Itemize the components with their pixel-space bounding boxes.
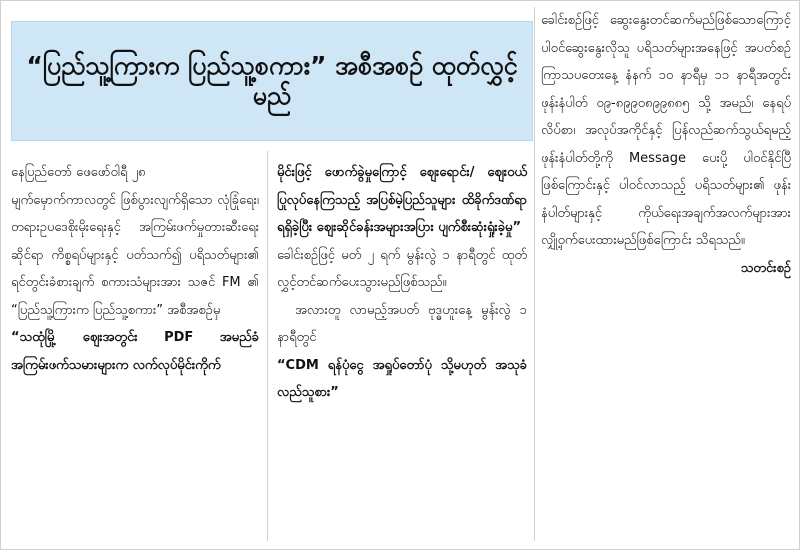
quoted-topic-continued: မိုင်းဖြင့် ဖောက်ခွဲမှုကြောင့် စျေးရောင်း/ စျေးဝယ်ပြုလုပ်နေကြသည့် အပြစ်မဲ့ပြည်သူများ ထိခိုက်ဒဏ်ရာရရှိခဲ့ပြီး စျေးဆိုင်ခန်းအများအပြား ပျက်စီးဆုံးရှုံးခဲ့မှု”: [277, 165, 527, 235]
column-divider: [267, 151, 268, 541]
body-paragraph: အလားတူ လာမည့်အပတ် ဗုဒ္ဓဟူးနေ့ မွန်းလွဲ ၁ နာရီတွင်: [277, 302, 527, 345]
headline-banner: [11, 21, 533, 141]
dateline: နေပြည်တော် ဖေဖော်ဝါရီ ၂၈: [11, 165, 146, 180]
quoted-topic: “သထုံမြို့ စျေးအတွင်း PDF အမည်ခံ အကြမ်းဖက်သမားများက လက်လုပ်မိုင်းကိုက်: [11, 330, 259, 373]
article-column-2: [277, 159, 527, 407]
article-column-1: [11, 159, 259, 379]
body-paragraph: ခေါင်းစဉ်ဖြင့် မတ် ၂ ရက် မွန်းလွဲ ၁ နာရီတွင် ထုတ်လွှင့်တင်ဆက်ပေးသွားမည်ဖြစ်သည်။: [277, 247, 527, 290]
headline: “ပြည်သူ့ကြားက ပြည်သူ့စကား” အစီအစဉ် ထုတ်လွှင့်မည်: [26, 51, 518, 110]
byline: သတင်းစဉ်: [740, 260, 791, 276]
body-paragraph: ခေါင်းစဉ်ဖြင့် ဆွေးနွေးတင်ဆက်မည်ဖြစ်သောကြောင့် ပါဝင်ဆွေးနွေးလိုသူ ပရိသတ်များအနေဖြင့် အပတ်စဉ် ကြာသပတေးနေ့ နံနက် ၁၀ နာရီမှ ၁၁ နာရီအတွင်း ဖုန်းနံပါတ် ၀၉-၈၉၉၀၈၉၉၈၈၅ သို့ အမည်၊ နေရပ်လိပ်စာ၊ အလုပ်အကိုင်နှင့် ပြန်လည်ဆက်သွယ်ရမည့် ဖုန်းနံပါတ်တို့ကို Message ပေးပို့ ပါဝင်နိုင်ပြီဖြစ်ကြောင်းနှင့် ပါဝင်လာသည့် ပရိသတ်များ၏ ဖုန်းနံပါတ်များနှင့် ကိုယ်ရေးအချက်အလက်များအား လျှို့ဝှက်ပေးထားမည်ဖြစ်ကြောင်း သိရသည်။: [541, 13, 791, 248]
article-column-3: [541, 7, 791, 282]
body-paragraph: မျက်မှောက်ကာလတွင် ဖြစ်ပွားလျက်ရှိသော လုံခြုံရေး၊ တရားဥပဒေစိုးမိုးရေးနှင့် အကြမ်းဖက်မှုတားဆီးရေးဆိုင်ရာ ကိစ္စရပ်များနှင့် ပတ်သက်၍ ပရိသတ်များ၏ ရင်တွင်းခံစားချက် စကားသံများအား သဇင် FM ၏ “ပြည်သူ့ကြားက ပြည်သူ့စကား” အစီအစဉ်မှ: [11, 192, 259, 318]
quoted-topic: “CDM ရန်ပုံငွေ အရှုပ်တော်ပုံ သို့မဟုတ် အသုခံ လည်သူစား”: [277, 357, 527, 400]
column-divider: [534, 7, 535, 541]
